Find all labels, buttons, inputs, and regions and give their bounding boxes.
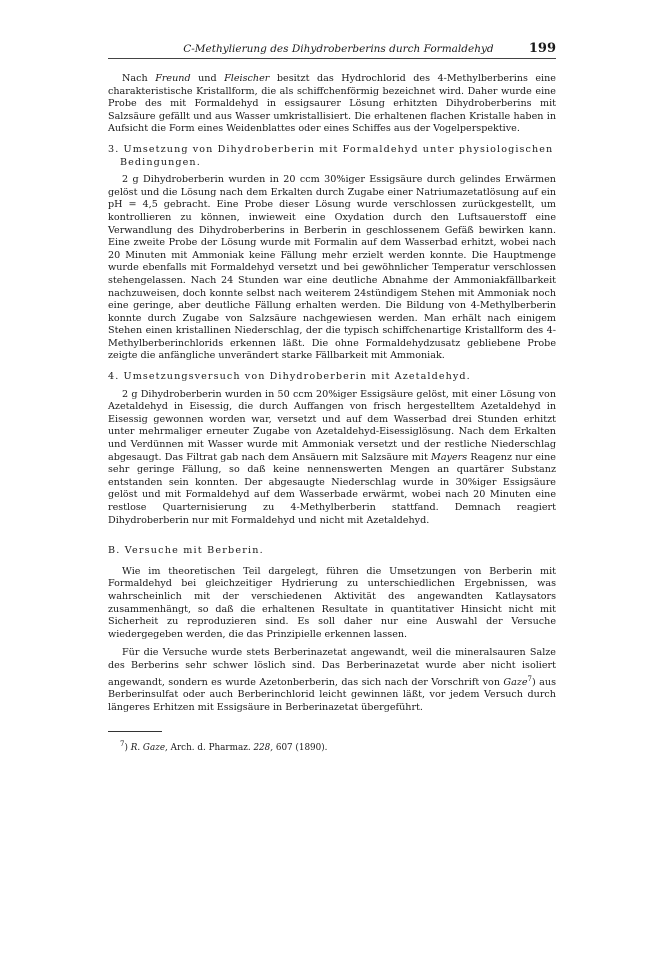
running-header [108, 38, 556, 59]
section-b-paragraph-1: Wie im theoretischen Teil dargelegt, führen die Umsetzungen von Berberin mit Formaldehyd bei gleichzeitiger Hydrierung zu unterschiedlichen Ergebnissen, was wahrscheinlich mit der verschiedenen Aktivität des angewandten Katlaysators zusammenhängt, so daß die erhaltenen Resultate in quantitativer Hinsicht nicht mit Sicherheit zu reproduzieren sind. Es soll daher nur eine Auswahl der Versuche wiedergegeben werden, die das Prinzipielle erkennen lassen. [108, 565, 556, 640]
volume-number: 228, [253, 742, 274, 753]
text-run: ) aus Berberinsulfat oder auch Berberinchlorid leicht gewinnen läßt, vor jedem Versuch durch längeres Erhitzen mit Essigsäure in Berberinazetat übergeführt. [108, 676, 556, 713]
text-run: 2 g Dihydroberberin wurden in 50 ccm 20%iger Essigsäure gelöst, mit einer Lösung von Azetaldehyd in Eisessig, die durch Auffangen von frisch hergestelltem Azetaldehyd in Eisessig gewonnen worden war, versetzt und auf dem Wasserbad drei Stunden erhitzt unter mehrmaliger erneuter Zugabe von Azetaldehyd-Eisessiglösung. Nach dem Erkalten und Verdünnen mit Wasser wurde mit Ammoniak versetzt und der restliche Niederschlag abgesaugt. Das Filtrat gab nach dem Ansäuern mit Salzsäure mit [108, 388, 556, 463]
footnote-marker: 7 [120, 739, 125, 748]
intro-paragraph [108, 73, 556, 136]
section-3-paragraph: 2 g Dihydroberberin wurden in 20 ccm 30%iger Essigsäure durch gelindes Erwärmen gelöst und die Lösung nach dem Erkalten durch Zugabe einer Natriumazetatlösung auf ein pH = 4,5 gebracht. Eine Probe dieser Lösung wurde verschlossen zurückgestellt, um kontrollieren zu können, inwieweit eine Oxydation durch den Luftsauerstoff eine Verwandlung des Dihydroberberins in Berberin in geschlossenem Gefäß bewirken kann. Eine zweite Probe der Lösung wurde mit Formalin auf dem Wasserbad erhitzt, wobei nach 20 Minuten mit Ammoniak keine Fällung mehr erzielt werden konnte. Die Hauptmenge wurde ebenfalls mit Formaldehyd versetzt und bei gewöhnlicher Temperatur verschlossen stehengelassen. Nach 24 Stunden war eine deutliche Abnahme der Ammoniakfällbarkeit nachzuweisen, doch konnte selbst nach weiterem 24stündigem Stehen mit Ammoniak noch eine geringe, aber deutliche Fällung erhalten werden. Die Bildung von 4-Methylberberin konnte durch Zugabe von Salzsäure nachgewiesen werden. Man erhält nach einigem Stehen einen kristallinen Niederschlag, der die typisch schiffchenartige Kristallform des 4-Methylberberinchlorids erkennen läßt. Die ohne Formaldehydzusatz gebliebene Probe zeigte die anfängliche unverändert starke Fällbarkeit mit Ammoniak. [108, 174, 556, 362]
section-b-paragraph-2 [108, 647, 556, 714]
text-run: und [190, 73, 225, 84]
author-name: Freund [155, 73, 191, 84]
footnote-divider [108, 731, 162, 732]
page-number: 199 [528, 41, 556, 57]
text-run: Für die Versuche wurde stets Berberinazetat angewandt, weil die mineralsauren Salze des Berberins sehr schwer löslich sind. Das Berberinazetat wurde aber nicht isoliert angewandt, sondern es wurde Azetonberberin, das sich nach der Vorschrift von [108, 647, 556, 688]
footnote [108, 738, 556, 755]
document-page [108, 38, 556, 754]
text-run: Arch. d. Pharmaz. [167, 742, 254, 753]
text-run: besitzt das Hydrochlorid des 4-Methylberberins eine charakteristische Kristallform, die als schiffchenförmig bezeichnet wird. Daher wurde eine Probe des mit Formaldehyd in essigsaurer Lösung erhitzten Dihydroberberins mit Salzsäure gefällt und aus Wasser umkristallisiert. Die erhaltenen flachen Kristalle haben in Aufsicht die Form eines Weidenblattes oder eines Schiffes aus der Vogelperspektive. [108, 73, 556, 135]
section-4-heading: 4. Umsetzungsversuch von Dihydroberberin mit Azetaldehyd. [108, 371, 471, 383]
section-4-paragraph [108, 389, 556, 528]
text-run: Reagenz nur eine sehr geringe Fällung, so daß keine nennenswerten Mengen an quartärer Substanz entstanden sein konnten. Der abgesaugte Niederschlag wurde in 30%iger Essigsäure gelöst und mit Formaldehyd auf dem Wasserbade erwärmt, wobei nach 20 Minuten eine restlose Quarternisierung zu 4-Methylberberin stattfand. Demnach reagiert Dihydroberberin nur mit Formaldehyd und nicht mit Azetaldehyd. [108, 451, 556, 526]
author-name: Mayers [431, 451, 468, 463]
text-run: Nach [122, 73, 156, 84]
author-name: Gaze [503, 676, 528, 688]
text-run: ) [124, 742, 131, 753]
section-3-heading: 3. Umsetzung von Dihydroberberin mit Formaldehyd unter physiologischen Bedingungen. [108, 143, 554, 168]
footnote-ref: 7 [527, 674, 533, 683]
section-b-heading: B. Versuche mit Berberin. [108, 545, 264, 557]
author-name: Fleischer [224, 73, 270, 84]
running-title: C-Methylierung des Dihydroberberins durch Formaldehyd [183, 43, 494, 56]
author-name: R. Gaze, [130, 742, 168, 753]
text-run: 607 (1890). [273, 742, 328, 753]
